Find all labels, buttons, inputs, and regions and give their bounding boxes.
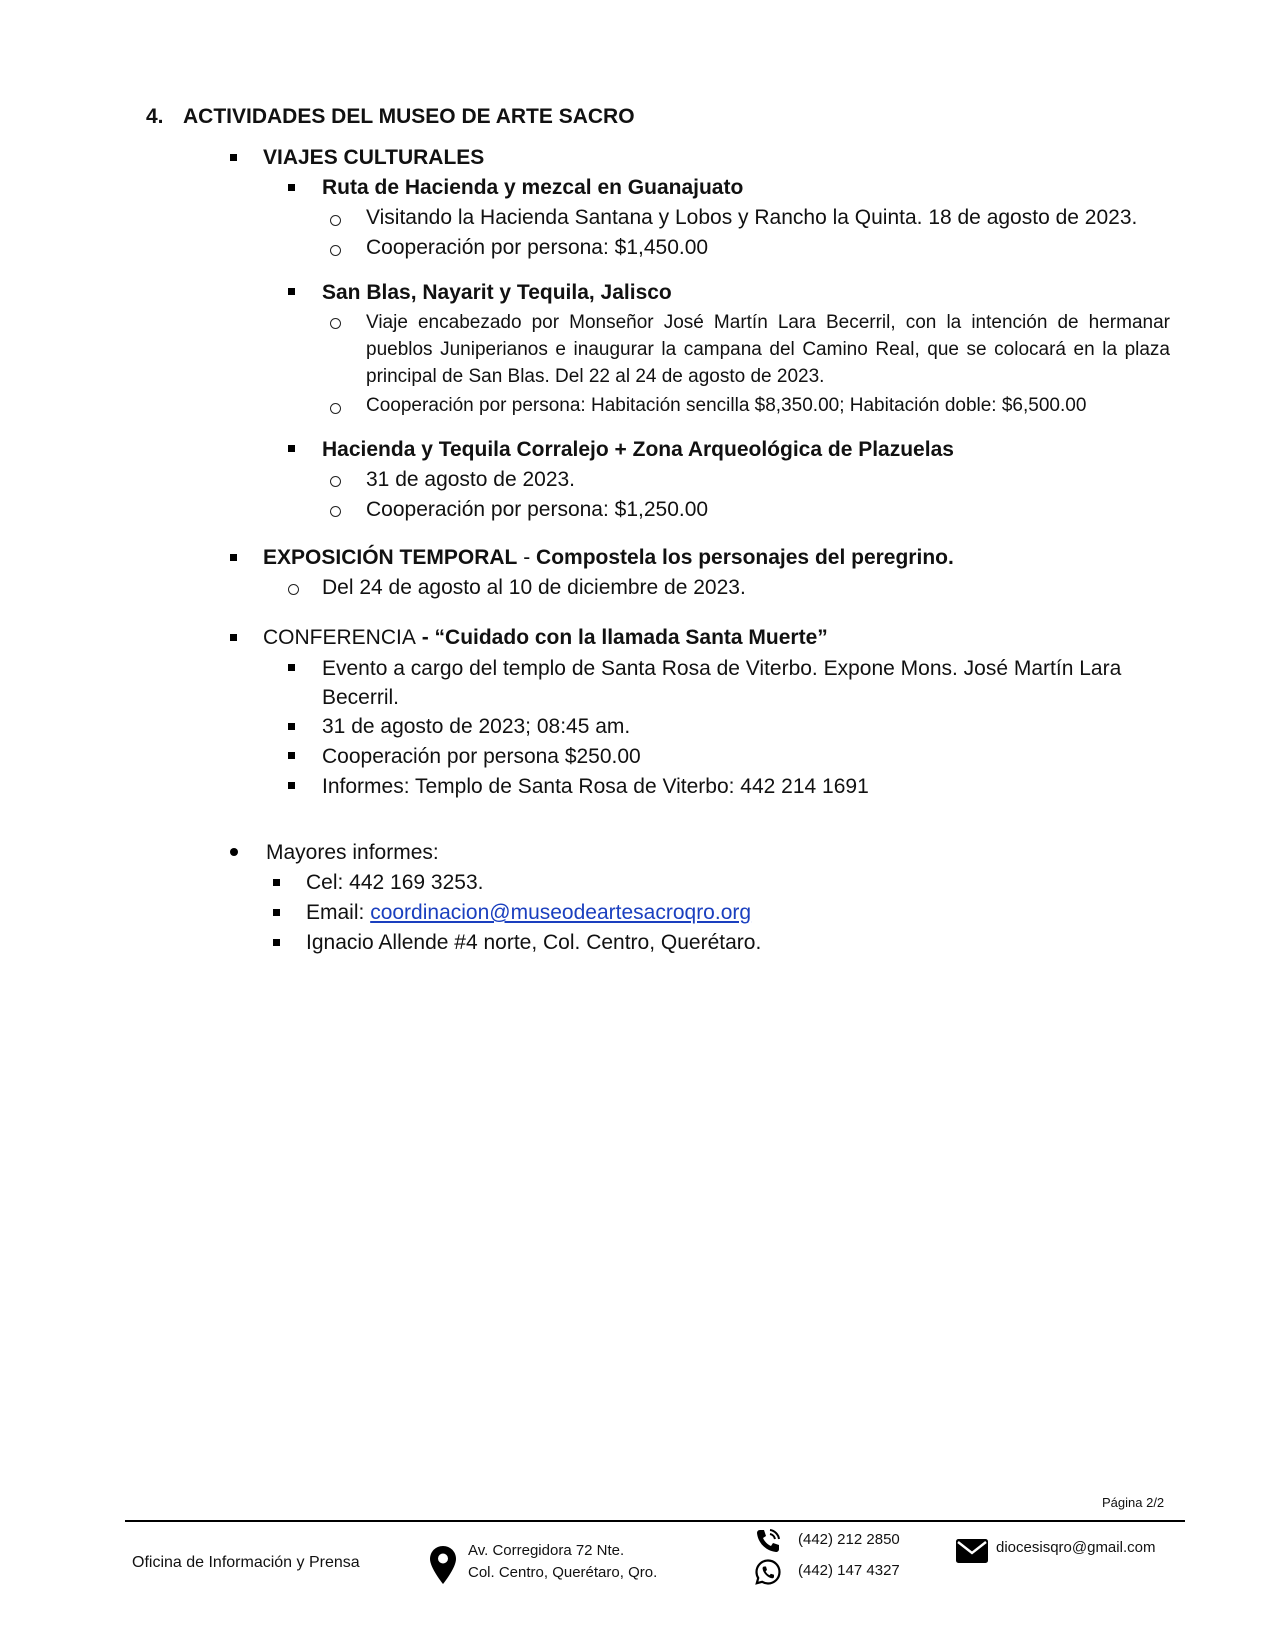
square-bullet-icon	[230, 554, 237, 561]
footer-address-line1: Av. Corregidora 72 Nte.	[468, 1542, 625, 1559]
mayores-email-row	[306, 900, 751, 926]
email-link[interactable]: coordinacion@museodeartesacroqro.org	[370, 901, 752, 924]
mayores-email-label: Email:	[306, 901, 371, 924]
conferencia-title: “Cuidado con la llamada Santa Muerte”	[434, 626, 828, 649]
whatsapp-icon	[754, 1558, 782, 1586]
exposicion-heading	[263, 545, 954, 571]
square-bullet-icon	[288, 782, 295, 789]
footer-phone: (442) 212 2850	[798, 1531, 900, 1548]
trip3-cost: Cooperación por persona: $1,250.00	[366, 498, 709, 521]
footer-address-line2: Col. Centro, Querétaro, Qro.	[468, 1564, 658, 1581]
conferencia-item-1-cont: Becerril.	[322, 686, 400, 709]
mayores-address: Ignacio Allende #4 norte, Col. Centro, Querétaro.	[306, 931, 762, 954]
mayores-heading: Mayores informes:	[266, 841, 439, 864]
circle-bullet-icon	[330, 506, 341, 517]
circle-bullet-icon	[288, 584, 299, 595]
conferencia-item-2: 31 de agosto de 2023; 08:45 am.	[322, 715, 631, 738]
trip1-cost: Cooperación por persona: $1,450.00	[366, 236, 709, 259]
section-title: ACTIVIDADES DEL MUSEO DE ARTE SACRO	[183, 105, 635, 128]
circle-bullet-icon	[330, 318, 341, 329]
viajes-heading: VIAJES CULTURALES	[263, 146, 485, 169]
envelope-icon	[955, 1538, 989, 1564]
conferencia-item-4: Informes: Templo de Santa Rosa de Viterbo: 442 214 1691	[322, 775, 869, 798]
square-bullet-icon	[230, 634, 237, 641]
conferencia-item-1: Evento a cargo del templo de Santa Rosa de Viterbo. Expone Mons. José Martín Lara	[322, 657, 1122, 680]
square-bullet-icon	[288, 445, 295, 452]
mayores-cel: Cel: 442 169 3253.	[306, 871, 484, 894]
circle-bullet-icon	[330, 245, 341, 256]
page-number: Página 2/2	[1102, 1495, 1165, 1510]
footer-whatsapp: (442) 147 4327	[798, 1562, 900, 1579]
trip2-title: San Blas, Nayarit y Tequila, Jalisco	[322, 281, 672, 304]
trip3-date: 31 de agosto de 2023.	[366, 468, 576, 491]
conferencia-label: CONFERENCIA	[263, 626, 416, 649]
circle-bullet-icon	[330, 215, 341, 226]
square-bullet-icon	[273, 909, 280, 916]
square-bullet-icon	[288, 752, 295, 759]
conferencia-heading	[263, 625, 828, 651]
round-bullet-icon	[230, 848, 238, 856]
conferencia-item-3: Cooperación por persona $250.00	[322, 745, 641, 768]
trip3-title: Hacienda y Tequila Corralejo + Zona Arqueológica de Plazuelas	[322, 438, 954, 461]
trip1-detail: Visitando la Hacienda Santana y Lobos y Rancho la Quinta. 18 de agosto de 2023.	[366, 206, 1138, 229]
phone-icon	[754, 1527, 782, 1555]
footer-divider	[125, 1520, 1185, 1522]
square-bullet-icon	[288, 723, 295, 730]
conferencia-separator: -	[415, 626, 435, 649]
exposicion-dates: Del 24 de agosto al 10 de diciembre de 2023.	[322, 576, 746, 599]
location-pin-icon	[429, 1545, 457, 1585]
trip2-detail: Viaje encabezado por Monseñor José Martín Lara Becerril, con la intención de hermanar pueblos Juniperianos e inaugurar la campana del Camino Real, que se colocará en la plaza principal de San Blas. Del 22 al 24 de agosto de 2023.	[366, 312, 1170, 387]
footer-email: diocesisqro@gmail.com	[996, 1539, 1156, 1556]
section-number: 4.	[146, 105, 164, 128]
circle-bullet-icon	[330, 476, 341, 487]
circle-bullet-icon	[330, 403, 341, 414]
trip1-title: Ruta de Hacienda y mezcal en Guanajuato	[322, 176, 744, 199]
square-bullet-icon	[288, 664, 295, 671]
footer-office: Oficina de Información y Prensa	[132, 1554, 360, 1571]
exposicion-title: Compostela los personajes del peregrino.	[536, 546, 954, 569]
square-bullet-icon	[288, 288, 295, 295]
trip2-cost: Cooperación por persona: Habitación sencilla $8,350.00; Habitación doble: $6,500.00	[366, 395, 1087, 416]
square-bullet-icon	[273, 939, 280, 946]
exposicion-separator: -	[517, 546, 537, 569]
square-bullet-icon	[288, 184, 295, 191]
exposicion-label: EXPOSICIÓN TEMPORAL	[263, 546, 518, 569]
square-bullet-icon	[273, 879, 280, 886]
square-bullet-icon	[230, 154, 237, 161]
